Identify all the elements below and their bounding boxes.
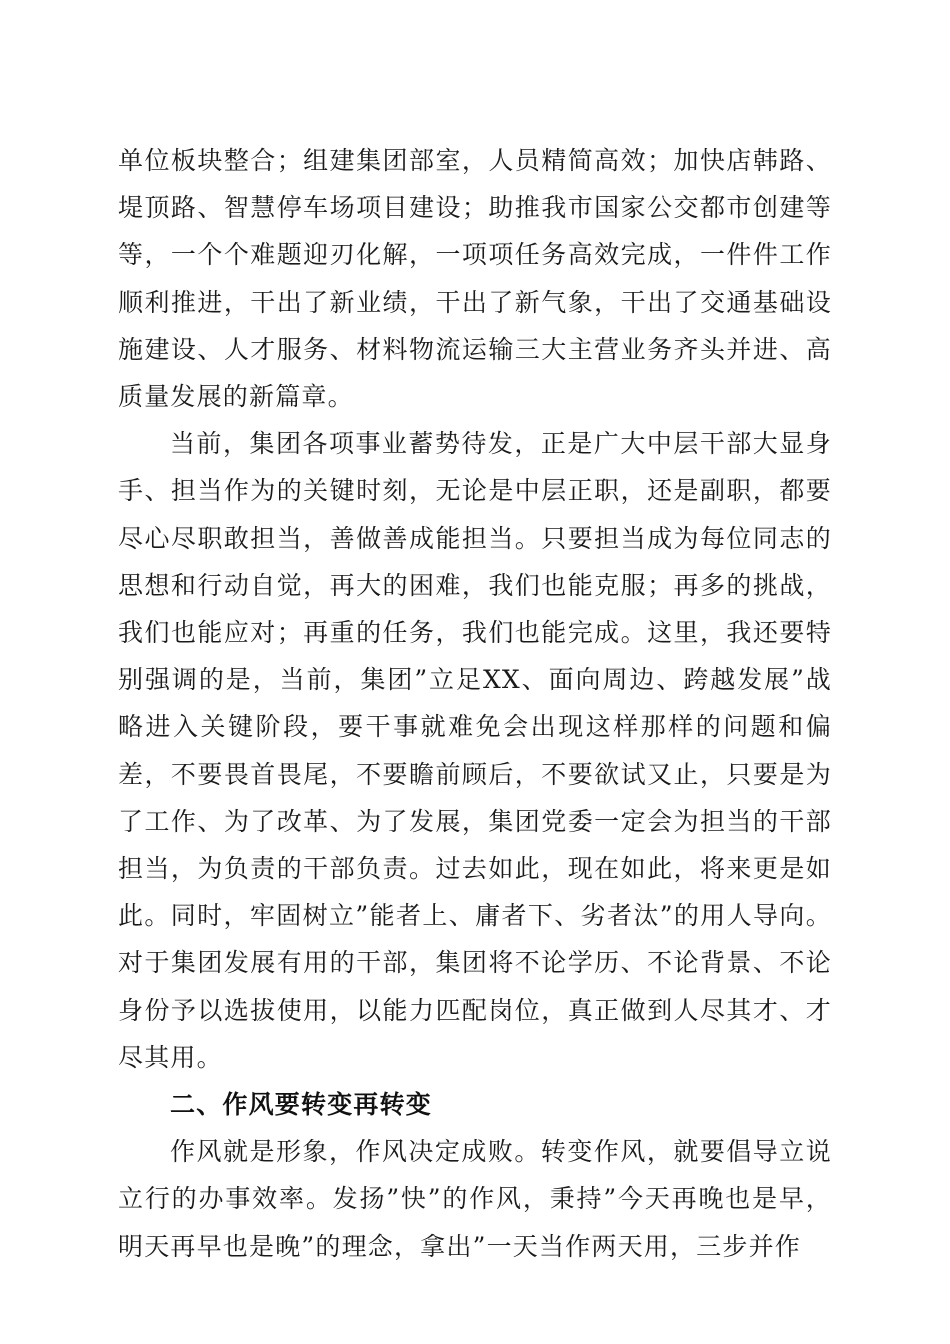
- paragraph-work-style: 作风就是形象，作风决定成败。转变作风，就要倡导立说立行的办事效率。发扬”快”的作风，秉持”今天再晚也是早，明天再早也是晚”的理念，拿出”一天当作两天用，三步并作: [118, 1137, 832, 1261]
- document-body: [118, 137, 832, 1270]
- paragraph-responsibility: 当前，集团各项事业蓄势待发，正是广大中层干部大显身手、担当作为的关键时刻，无论是中层正职，还是副职，都要尽心尽职敢担当，善做善成能担当。只要担当成为每位同志的思想和行动自觉，再大的困难，我们也能克服；再多的挑战，我们也能应对；再重的任务，我们也能完成。这里，我还要特别强调的是，当前，集团”立足XX、面向周边、跨越发展”战略进入关键阶段，要干事就难免会出现这样那样的问题和偏差，不要畏首畏尾，不要瞻前顾后，不要欲试又止，只要是为了工作、为了改革、为了发展，集团党委一定会为担当的干部担当，为负责的干部负责。过去如此，现在如此，将来更是如此。同时，牢固树立”能者上、庸者下、劣者汰”的用人导向。对于集团发展有用的干部，集团将不论学历、不论背景、不论身份予以选拔使用，以能力匹配岗位，真正做到人尽其才、才尽其用。: [118, 429, 832, 1072]
- paragraph-continued: 单位板块整合；组建集团部室，人员精简高效；加快店韩路、堤顶路、智慧停车场项目建设；助推我市国家公交都市创建等等，一个个难题迎刃化解，一项项任务高效完成，一件件工作顺利推进，干出了新业绩，干出了新气象，干出了交通基础设施建设、人才服务、材料物流运输三大主营业务齐头并进、高质量发展的新篇章。: [118, 146, 832, 412]
- section-heading: 二、作风要转变再转变: [170, 1090, 433, 1120]
